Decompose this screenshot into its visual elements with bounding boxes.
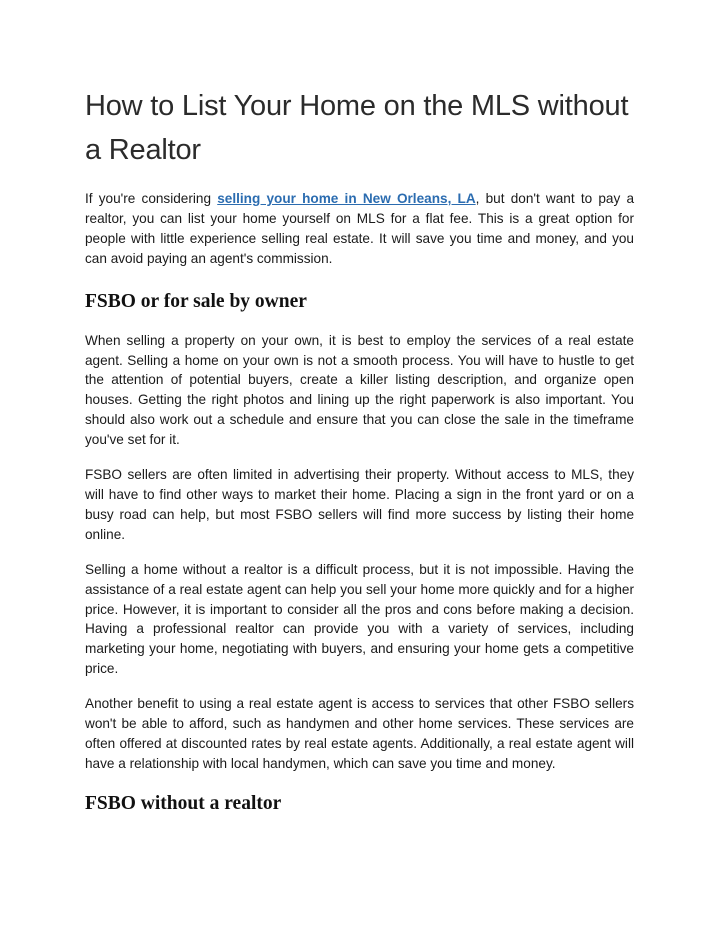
- section-heading-fsbo: FSBO or for sale by owner: [85, 290, 307, 312]
- paragraph-4: Another benefit to using a real estate agent is access to services that other FSBO sellers won't be able to afford, such as handymen and other home services. These services are often offered at discounted rates by real estate agents. Additionally, a real estate agent will have a relationship with local handymen, which can save you time and money.: [85, 696, 634, 771]
- intro-paragraph: [85, 189, 634, 269]
- page-title: How to List Your Home on the MLS without a Realtor: [85, 90, 629, 166]
- intro-text-before: If you're considering: [85, 191, 218, 206]
- section-heading-without-realtor: FSBO without a realtor: [85, 792, 282, 814]
- paragraph-2: FSBO sellers are often limited in advertising their property. Without access to MLS, they will have to find other ways to market their home. Placing a sign in the front yard or on a busy road can help, but most FSBO sellers will find more success by listing their home online.: [85, 467, 634, 542]
- new-orleans-link[interactable]: selling your home in New Orleans, LA: [217, 191, 476, 206]
- paragraph-3: Selling a home without a realtor is a difficult process, but it is not impossible. Having the assistance of a real estate agent can help you sell your home more quickly and for a higher price. However, it is important to consider all the pros and cons before making a decision. Having a professional realtor can provide you with a variety of services, including marketing your home, negotiating with buyers, and ensuring your home gets a competitive price.: [85, 561, 634, 677]
- intro-text-after: , but don't want to pay a realtor, you can list your home yourself on MLS for a flat fee. This is a great option for people with little experience selling real estate. It will save you time and money, and you can avoid paying an agent's commission.: [85, 191, 635, 266]
- paragraph-1: When selling a property on your own, it is best to employ the services of a real estate agent. Selling a home on your own is not a smooth process. You will have to hustle to get the attention of potential buyers, create a killer listing description, and organize open houses. Getting the right photos and lining up the right paperwork is also important. You should also work out a schedule and ensure that you can close the sale in the timeframe you've set for it.: [85, 332, 634, 448]
